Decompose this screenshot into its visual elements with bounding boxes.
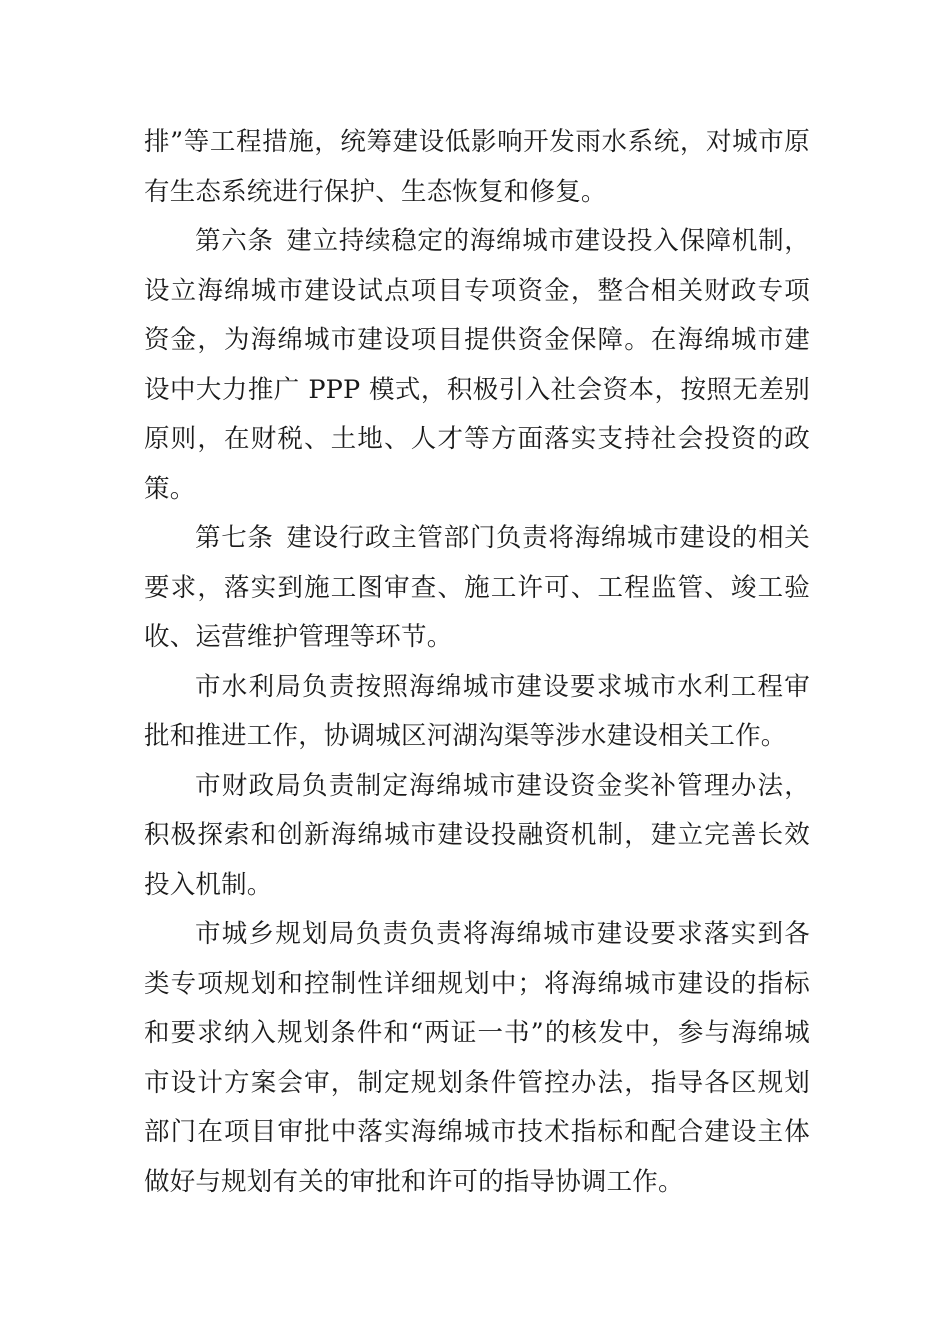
paragraph-article-7 <box>144 514 810 663</box>
paragraph-continuation <box>144 118 810 217</box>
paragraph-article-6 <box>144 217 810 514</box>
paragraph-planning-bureau <box>144 910 810 1207</box>
article-number: 第六条 <box>195 226 274 256</box>
paragraph-text: 市城乡规划局负责负责将海绵城市建设要求落实到各类专项规划和控制性详细规划中；将海绵城市建设的指标和要求纳入规划条件和“两证一书”的核发中，参与海绵城市设计方案会审，制定规划条件管控办法，指导各区规划部门在项目审批中落实海绵城市技术指标和配合建设主体做好与规划有关的审批和许可的指导协调工作。 <box>144 919 810 1197</box>
document-body <box>144 118 810 1207</box>
paragraph-text: 建设行政主管部门负责将海绵城市建设的相关要求，落实到施工图审查、施工许可、工程监管、竣工验收、运营维护管理等环节。 <box>144 523 810 652</box>
paragraph-text: 市财政局负责制定海绵城市建设资金奖补管理办法，积极探索和创新海绵城市建设投融资机制，建立完善长效投入机制。 <box>144 770 810 900</box>
paragraph-water-bureau <box>144 663 810 762</box>
paragraph-finance-bureau <box>144 762 810 911</box>
article-number: 第七条 <box>195 523 274 553</box>
paragraph-text: 建立持续稳定的海绵城市建设投入保障机制，设立海绵城市建设试点项目专项资金，整合相关财政专项资金，为海绵城市建设项目提供资金保障。在海绵城市建设中大力推广 PPP 模式，积极引入社会资本，按照无差别原则，在财税、土地、人才等方面落实支持社会投资的政策。 <box>144 226 810 504</box>
paragraph-text: 市水利局负责按照海绵城市建设要求城市水利工程审批和推进工作，协调城区河湖沟渠等涉水建设相关工作。 <box>144 671 810 751</box>
paragraph-text: 排”等工程措施，统筹建设低影响开发雨水系统，对城市原有生态系统进行保护、生态恢复和修复。 <box>144 127 810 207</box>
